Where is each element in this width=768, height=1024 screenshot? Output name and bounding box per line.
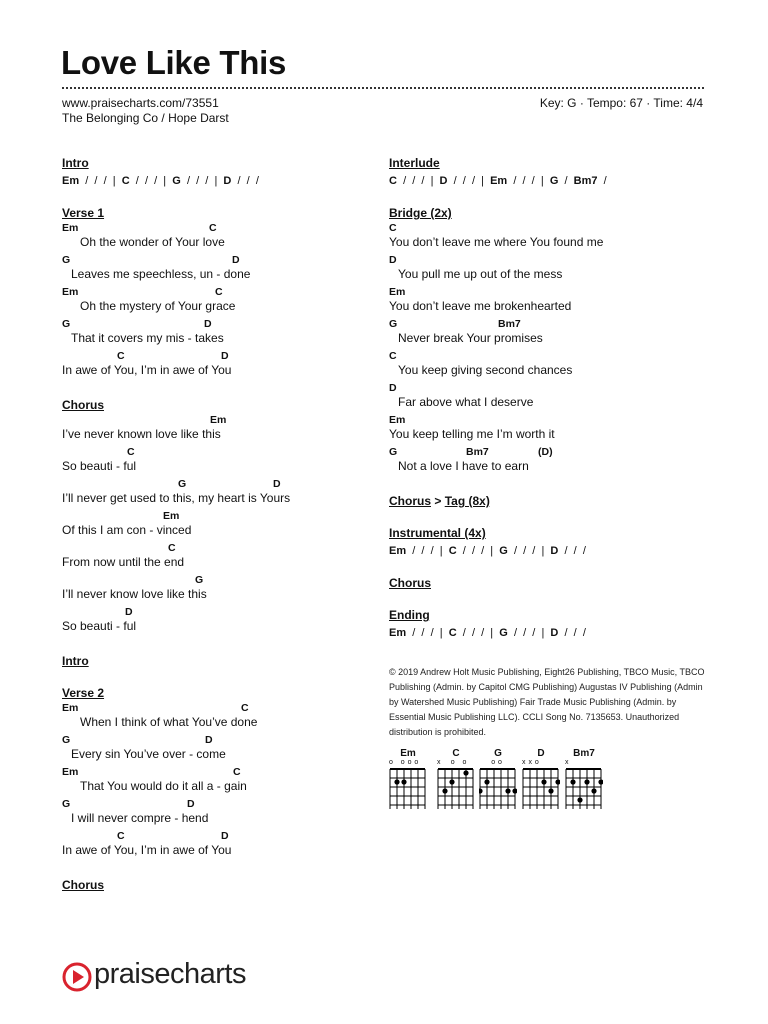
section-header: Chorus [62,878,104,892]
section-header: Verse 2 [62,686,105,700]
lyric: When I think of what You’ve done [80,715,258,729]
chord: C [117,350,125,362]
chord: D [205,734,213,746]
chord-diagrams [389,748,619,814]
chord-progression: Em / / / | C / / / | G / / / | D / / / [389,545,586,557]
chord: G [62,318,71,330]
chord: C [168,542,176,554]
chord-diagram-g: G o o [479,748,517,814]
lyric-line [389,349,709,381]
fretboard-d [522,768,560,812]
lyric-line [62,829,362,861]
section-header: Intro [62,654,89,668]
lyric-line [62,573,362,605]
lyric-line [62,509,362,541]
praisecharts-logo[interactable] [62,958,262,994]
chord: Bm7 [466,446,489,458]
section-header: Verse 1 [62,206,105,220]
chord: G [195,574,204,586]
lyric-line [62,733,362,765]
section-chorus [62,397,362,637]
section-verse-2 [62,685,362,861]
chord: Bm7 [498,318,521,330]
lyric: I will never compre - hend [71,811,209,825]
lyric-line [389,253,709,285]
lyric: That it covers my mis - takes [71,331,224,345]
fretboard-g [479,768,517,812]
chord: G [178,478,187,490]
lyric-line [389,381,709,413]
lyric: That You would do it all a - gain [80,779,247,793]
section-header: Ending [389,608,430,622]
lyric-line [389,285,709,317]
chord: D [232,254,240,266]
lyric: So beauti - ful [62,619,137,633]
chord: C [241,702,249,714]
lyric-line [62,349,362,381]
section-interlude [389,155,709,189]
chord: D [221,350,229,362]
fretboard-c [437,768,475,812]
chord: G [389,318,398,330]
lyric-line [62,253,362,285]
lyric: You don’t leave me where You found me [389,235,604,249]
left-column [62,155,362,909]
lyric: Leaves me speechless, un - done [71,267,251,281]
chord: Em [62,222,79,234]
lyric: You keep telling me I’m worth it [389,427,555,441]
lyric-line [62,477,362,509]
chord: C [233,766,241,778]
chord: D [221,830,229,842]
chord-diagram-c: C x o o [437,748,475,814]
section-header: Chorus [389,576,431,590]
song-title: Love Like This [61,44,287,81]
lyric: In awe of You, I’m in awe of You [62,843,232,857]
lyric: Of this I am con - vinced [62,523,192,537]
chord-progression: Em / / / | C / / / | G / / / | D / / / [62,175,259,187]
lyric-line [62,221,362,253]
lyric-line [62,541,362,573]
lyric: Not a love I have to earn [398,459,529,473]
chord: D [204,318,212,330]
lyric-line [62,445,362,477]
chord-diagram-em: Em o o o o [389,748,427,814]
lyric: You pull me up out of the mess [398,267,563,281]
lyric-line [389,445,709,477]
chord: C [209,222,217,234]
section-header: Intro [62,156,89,170]
chord: C [117,830,125,842]
chord: D [187,798,195,810]
section-instrumental [389,525,709,559]
song-url[interactable]: www.praisecharts.com/73551 [62,96,219,110]
section-intro-repeat [62,653,362,669]
lyric: I’ll never know love like this [62,587,207,601]
chord-progression: Em / / / | C / / / | G / / / | D / / / [389,627,586,639]
chord-progression: C / / / | D / / / | Em / / / | G / Bm7 / [389,175,607,187]
lyric-line [62,797,362,829]
chord: D [389,254,397,266]
chord: C [389,350,397,362]
lyric: Oh the mystery of Your grace [80,299,236,313]
section-chorus-tag [389,493,709,509]
lyric: In awe of You, I’m in awe of You [62,363,232,377]
chord: Em [62,766,79,778]
chord: G [62,254,71,266]
lyric-line [62,285,362,317]
copyright-notice: © 2019 Andrew Holt Music Publishing, Eight26 Publishing, TBCO Music, TBCO Publishing (Admin. by Capitol CMG Publishing) Augustas IV Publishing (Admin by Watershed Music Publishing) Fair Trade Music Publishing (Admin. by Essential Music Publishing LLC). CCLI Song No. 7135653. Unauthorized distribution is prohibited. [389,667,705,737]
chord: Em [163,510,180,522]
chord: Em [210,414,227,426]
section-intro [62,155,362,189]
right-column [389,155,709,657]
lyric: Far above what I deserve [398,395,534,409]
section-header: Interlude [389,156,440,170]
play-icon [62,962,92,992]
lyric: I’ll never get used to this, my heart is Yours [62,491,291,505]
title-divider [62,87,704,89]
lyric: Oh the wonder of Your love [80,235,225,249]
chord-diagram-bm7: Bm7 x [565,748,603,814]
lyric-line [62,701,362,733]
chord-diagram-d: D x x o [522,748,560,814]
lyric: You don’t leave me brokenhearted [389,299,572,313]
section-chorus-final [389,575,709,591]
lyric: I’ve never known love like this [62,427,221,441]
chord: D [389,382,397,394]
lyric: You keep giving second chances [398,363,573,377]
fretboard-em [389,768,427,812]
chord: C [127,446,135,458]
song-artist: The Belonging Co / Hope Darst [62,111,229,125]
section-chorus-repeat [62,877,362,893]
section-header: Instrumental (4x) [389,526,486,540]
section-ending [389,607,709,641]
key-tempo-time: Key: G · Tempo: 67 · Time: 4/4 [539,96,703,110]
fretboard-bm7 [565,768,603,812]
lyric-line [389,221,709,253]
chord: Em [389,414,406,426]
chord: D [273,478,281,490]
chord: C [215,286,223,298]
lyric-line [62,317,362,349]
section-bridge [389,205,709,477]
chord: Em [62,286,79,298]
chord: G [62,734,71,746]
lyric-line [389,413,709,445]
chord: Em [389,286,406,298]
chord: D [125,606,133,618]
section-header: Chorus [62,398,104,412]
lyric: From now until the end [62,555,185,569]
chord: G [62,798,71,810]
lyric: Never break Your promises [398,331,543,345]
section-header: Bridge (2x) [389,206,452,220]
lyric-line [62,605,362,637]
lyric: So beauti - ful [62,459,137,473]
chord: G [389,446,398,458]
lyric-line [62,765,362,797]
lyric: Every sin You’ve over - come [71,747,226,761]
logo-wordmark: praisecharts [94,958,246,990]
lyric-line [62,413,362,445]
chord: Em [62,702,79,714]
section-header: Chorus > Tag (8x) [389,494,490,508]
lyric-line [389,317,709,349]
chord: C [389,222,397,234]
chord: (D) [538,446,553,458]
section-verse-1 [62,205,362,381]
